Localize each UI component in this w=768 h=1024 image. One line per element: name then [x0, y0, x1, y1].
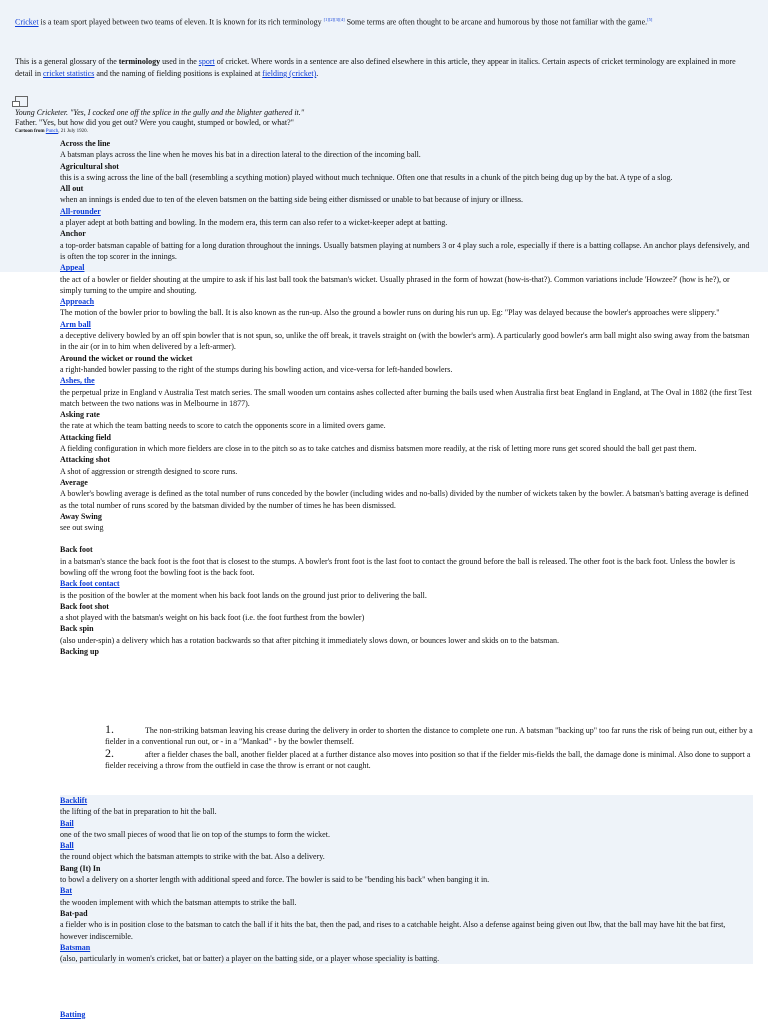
glossary-term — [60, 533, 753, 544]
link-fielding[interactable]: fielding (cricket) — [262, 69, 317, 78]
glossary-term[interactable]: Approach — [60, 297, 95, 307]
glossary-term: Back spin — [60, 624, 94, 634]
glossary-definition: a deceptive delivery bowled by an off spin bowler that is not spun, so, unlike the off break, it travels straight on (with the bowler's arm). A particularly good bowler's arm ball might also swing away from the batsman in the air (or in to him when delivered by a left-armer). — [60, 331, 750, 352]
citation[interactable]: [5] — [647, 17, 653, 22]
list-item — [105, 745, 753, 772]
glossary-definition: to bowl a delivery on a shorter length with additional speed and force. The bowler is said to be "bending his back" when banging it in. — [60, 875, 490, 885]
cartoon-line-1: Young Cricketer. "Yes, I cocked one off the splice in the gully and the blighter gathered it." — [15, 108, 305, 117]
glossary-term: Attacking shot — [60, 455, 111, 465]
glossary-term[interactable]: All-rounder — [60, 206, 101, 216]
glossary-term[interactable]: Ashes, the — [60, 376, 95, 386]
glossary-term: Anchor — [60, 229, 86, 239]
glossary-term[interactable]: Appeal — [60, 263, 85, 273]
glossary-definition: the lifting of the bat in preparation to hit the ball. — [60, 807, 217, 817]
text: . — [316, 69, 319, 78]
glossary-term: All out — [60, 184, 84, 194]
glossary-definition: is the position of the bowler at the moment when his back foot lands on the ground just prior to delivering the ball. — [60, 590, 427, 600]
glossary-definition: A bowler's bowling average is defined as the total number of runs conceded by the bowler (including wides and no-balls) divided by the number of wickets taken by the bowler. A batsman's batting average is defined as the total number of runs scored by the batsman divided by the number of times he has been dismissed. — [60, 489, 749, 510]
glossary-term: Back foot — [60, 545, 93, 555]
list-item-text: The non-striking batsman leaving his crease during the delivery in order to shorten the distance to complete one run. A batsman "backing up" too far runs the risk of being run out, either by a fielder in a conventional run out, or - in a "Mankad" - by the bowler themself. — [105, 726, 753, 747]
text: of cricket. Where words in a sentence are also defined elsewhere in this article, they appear in italics. Certain aspects of cricket terminology are explained in more detail in — [15, 57, 736, 78]
text-bold: terminology — [118, 57, 161, 66]
broken-image-icon[interactable] — [15, 96, 28, 107]
glossary-term[interactable]: Bail — [60, 818, 74, 828]
glossary-term: Backing up — [60, 647, 99, 657]
glossary-term: Away Swing — [60, 511, 102, 521]
glossary-term[interactable]: Arm ball — [60, 319, 91, 329]
glossary-term-batting — [60, 1009, 753, 1020]
glossary-definition: one of the two small pieces of wood that lie on top of the stumps to form the wicket. — [60, 829, 330, 839]
cartoon-block — [15, 96, 315, 135]
glossary-definition: A batsman plays across the line when he moves his bat in a direction lateral to the direction of the incoming ball. — [60, 150, 421, 160]
list-number: 2. — [105, 745, 114, 760]
term-batting-link[interactable]: Batting — [60, 1010, 86, 1019]
glossary-term: Across the line — [60, 139, 111, 148]
glossary-term: Attacking field — [60, 432, 111, 442]
link-cricket-statistics[interactable]: cricket statistics — [43, 69, 95, 78]
glossary-definition: the round object which the batsman attempts to strike with the bat. Also a delivery. — [60, 852, 325, 862]
intro-paragraph — [15, 14, 753, 29]
glossary-term: Asking rate — [60, 410, 100, 420]
glossary-term: Bang (It) In — [60, 863, 101, 873]
glossary-list-a — [60, 138, 753, 657]
glossary-term: Back foot shot — [60, 601, 109, 611]
glossary-definition: when an innings is ended due to ten of the eleven batsmen on the batting side being either dismissed or unable to bat because of injury or illness. — [60, 195, 523, 205]
glossary-definition: the act of a bowler or fielder shouting at the umpire to ask if his last ball took the batsman's wicket. Usually phrased in the form of howzat (how-is-that?). Common variations include 'Howzee?' (how is he?), or simply turning to the umpire and shouting. — [60, 274, 730, 295]
link-punch[interactable]: Punch — [45, 129, 59, 134]
glossary-definition: this is a swing across the line of the ball (resembling a scything motion) played without much technique. Often one that results in a chunk of the pitch being dug up by the bat. A type of a slog. — [60, 172, 673, 182]
glossary-definition: the wooden implement with which the batsman attempts to strike the ball. — [60, 897, 297, 907]
link-sport[interactable]: sport — [198, 57, 215, 66]
glossary-definition: The motion of the bowler prior to bowling the ball. It is also known as the run-up. Also the ground a bowler runs on during his run up. Eg: "Play was delayed because the bowler's approaches were slippery." — [60, 308, 720, 318]
link-cricket[interactable]: Cricket — [15, 17, 39, 27]
glossary-term: Average — [60, 477, 88, 487]
list-number: 1. — [105, 722, 114, 736]
glossary-definition: A shot of aggression or strength designed to score runs. — [60, 466, 238, 476]
glossary-definition: a player adept at both batting and bowling. In the modern era, this term can also refer to a wicket-keeper adept at batting. — [60, 218, 448, 228]
glossary-list-b — [60, 795, 753, 964]
caption-text: Cartoon from — [15, 129, 46, 134]
glossary-definition: a shot played with the batsman's weight on his back foot (i.e. the foot furthest from the bowler) — [60, 613, 365, 623]
cartoon-line-2: Father. "Yes, but how did you get out? Were you caught, stumped or bowled, or what?" — [15, 118, 294, 127]
text: used in the — [160, 57, 199, 66]
glossary-term[interactable]: Backlift — [60, 796, 88, 805]
text: and the naming of fielding positions is explained at — [94, 69, 263, 78]
glossary-term: Agricultural shot — [60, 161, 119, 171]
backing-up-list — [105, 724, 753, 772]
citation[interactable]: [1][2][3][4] — [323, 17, 345, 22]
glossary-definition: A fielding configuration in which more fielders are close in to the pitch so as to take catches and dismiss batsmen more readily, at the risk of letting more runs get scored should the ball get past them. — [60, 444, 697, 454]
glossary-definition: the rate at which the team batting needs to score to catch the opponents score in a limited overs game. — [60, 421, 386, 431]
glossary-definition: in a batsman's stance the back foot is the foot that is closest to the stumps. A bowler's front foot is the last foot to contact the ground before the ball is released. The other foot is the back foot. Unless the bowler is bowling off the wrong foot the bowling foot is the back foot. — [60, 556, 736, 577]
list-item — [105, 724, 753, 748]
glossary-term[interactable]: Back foot contact — [60, 579, 120, 589]
glossary-definition: the perpetual prize in England v Australia Test match series. The small wooden urn contains ashes collected after burning the bails used when Australia first beat England in England, at The Oval in 1882 (the first Test match between the two nations was in Melbourne in 1877). — [60, 387, 752, 408]
glossary-term: Around the wicket or round the wicket — [60, 353, 193, 363]
caption-date: , 21 July 1920. — [58, 129, 88, 134]
glossary-term[interactable]: Batsman — [60, 942, 91, 952]
glossary-definition: a top-order batsman capable of batting for a long duration throughout the innings. Usually batsmen playing at numbers 3 or 4 play such a role, especially if there is a batting collapse. An anchor plays defensively, and is often the top scorer in the innings. — [60, 240, 750, 261]
text: This is a general glossary of the — [15, 57, 119, 66]
glossary-term[interactable]: Bat — [60, 886, 72, 896]
intro-paragraph-2 — [15, 56, 753, 80]
glossary-term: Bat-pad — [60, 908, 88, 918]
glossary-definition: see out swing — [60, 523, 104, 533]
glossary-definition: (also, particularly in women's cricket, bat or batter) a player on the batting side, or a player whose speciality is batting. — [60, 954, 440, 964]
glossary-definition: a fielder who is in position close to the batsman to catch the ball if it hits the bat, then the pad, and rises to a catchable height. Also a defense against being given out lbw, that the ball may have hit the bat first, however indiscernible. — [60, 920, 726, 941]
intro-text-2: Some terms are often thought to be arcane and humorous by those not familiar with the game. — [344, 17, 648, 27]
intro-text: is a team sport played between two teams of eleven. It is known for its rich terminology — [38, 17, 322, 27]
list-item-text: after a fielder chases the ball, another fielder placed at a further distance also moves into position so that if the fielder mis-fields the ball, the damage done is minimal. Also done to support a fielder receiving a throw from the outfield in case the throw is errant or not caught. — [105, 749, 751, 771]
glossary-term[interactable]: Ball — [60, 841, 74, 851]
glossary-definition: a right-handed bowler passing to the right of the stumps during his bowling action, and vice-versa for left-handed bowlers. — [60, 364, 453, 374]
glossary-definition: (also under-spin) a delivery which has a rotation backwards so that after pitching it immediately slows down, or bounces lower and skids on to the batsman. — [60, 635, 560, 645]
cartoon-caption — [15, 128, 315, 135]
